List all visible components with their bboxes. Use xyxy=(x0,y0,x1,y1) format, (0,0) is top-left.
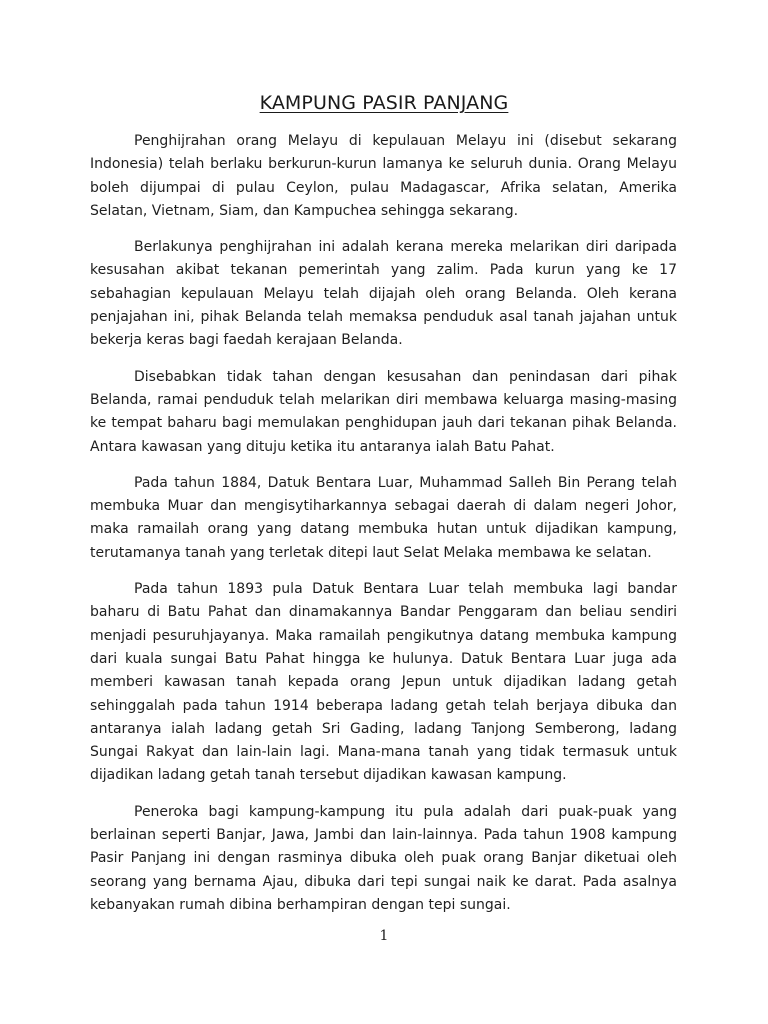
document-body xyxy=(90,130,677,930)
paragraph-2: Berlakunya penghijrahan ini adalah kerana mereka melarikan diri daripada kesusahan akibat tekanan pemerintah yang zalim. Pada kurun yang ke 17 sebahagian kepulauan Melayu telah dijajah oleh orang Belanda. Oleh kerana penjajahan ini, pihak Belanda telah memaksa penduduk asal tanah jajahan untuk bekerja keras bagi faedah kerajaan Belanda. xyxy=(90,239,677,349)
paragraph-3: Disebabkan tidak tahan dengan kesusahan dan penindasan dari pihak Belanda, ramai penduduk telah melarikan diri membawa keluarga masing-masing ke tempat baharu bagi memulakan penghidupan jauh dari tekanan pihak Belanda. Antara kawasan yang dituju ketika itu antaranya ialah Batu Pahat. xyxy=(90,368,677,455)
paragraph-5: Pada tahun 1893 pula Datuk Bentara Luar telah membuka lagi bandar baharu di Batu Pahat dan dinamakannya Bandar Penggaram dan beliau sendiri menjadi pesuruhjayanya. Maka ramailah pengikutnya datang membuka kampung dari kuala sungai Batu Pahat hingga ke hulunya. Datuk Bentara Luar juga ada memberi kawasan tanah kepada orang Jepun untuk dijadikan ladang getah sehinggalah pada tahun 1914 beberapa ladang getah telah berjaya dibuka dan antaranya ialah ladang getah Sri Gading, ladang Tanjong Semberong, ladang Sungai Rakyat dan lain-lain lagi. Mana-mana tanah yang tidak termasuk untuk dijadikan ladang getah tanah tersebut dijadikan kawasan kampung. xyxy=(90,581,677,784)
paragraph-4: Pada tahun 1884, Datuk Bentara Luar, Muhammad Salleh Bin Perang telah membuka Muar dan mengisytiharkannya sebagai daerah di dalam negeri Johor, maka ramailah orang yang datang membuka hutan untuk dijadikan kampung, terutamanya tanah yang terletak ditepi laut Selat Melaka membawa ke selatan. xyxy=(90,474,677,561)
page-title: KAMPUNG PASIR PANJANG xyxy=(259,92,509,114)
paragraph-1: Penghijrahan orang Melayu di kepulauan Melayu ini (disebut sekarang Indonesia) telah berlaku berkurun-kurun lamanya ke seluruh dunia. Orang Melayu boleh dijumpai di pulau Ceylon, pulau Madagascar, Afrika selatan, Amerika Selatan, Vietnam, Siam, dan Kampuchea sehingga sekarang. xyxy=(90,133,677,219)
paragraph-6: Peneroka bagi kampung-kampung itu pula adalah dari puak-puak yang berlainan seperti Banjar, Jawa, Jambi dan lain-lainnya. Pada tahun 1908 kampung Pasir Panjang ini dengan rasminya dibuka oleh puak orang Banjar diketuai oleh seorang yang bernama Ajau, dibuka dari tepi sungai naik ke darat. Pada asalnya kebanyakan rumah dibina berhampiran dengan tepi sungai. xyxy=(90,803,677,913)
page-number: 1 xyxy=(379,928,389,944)
